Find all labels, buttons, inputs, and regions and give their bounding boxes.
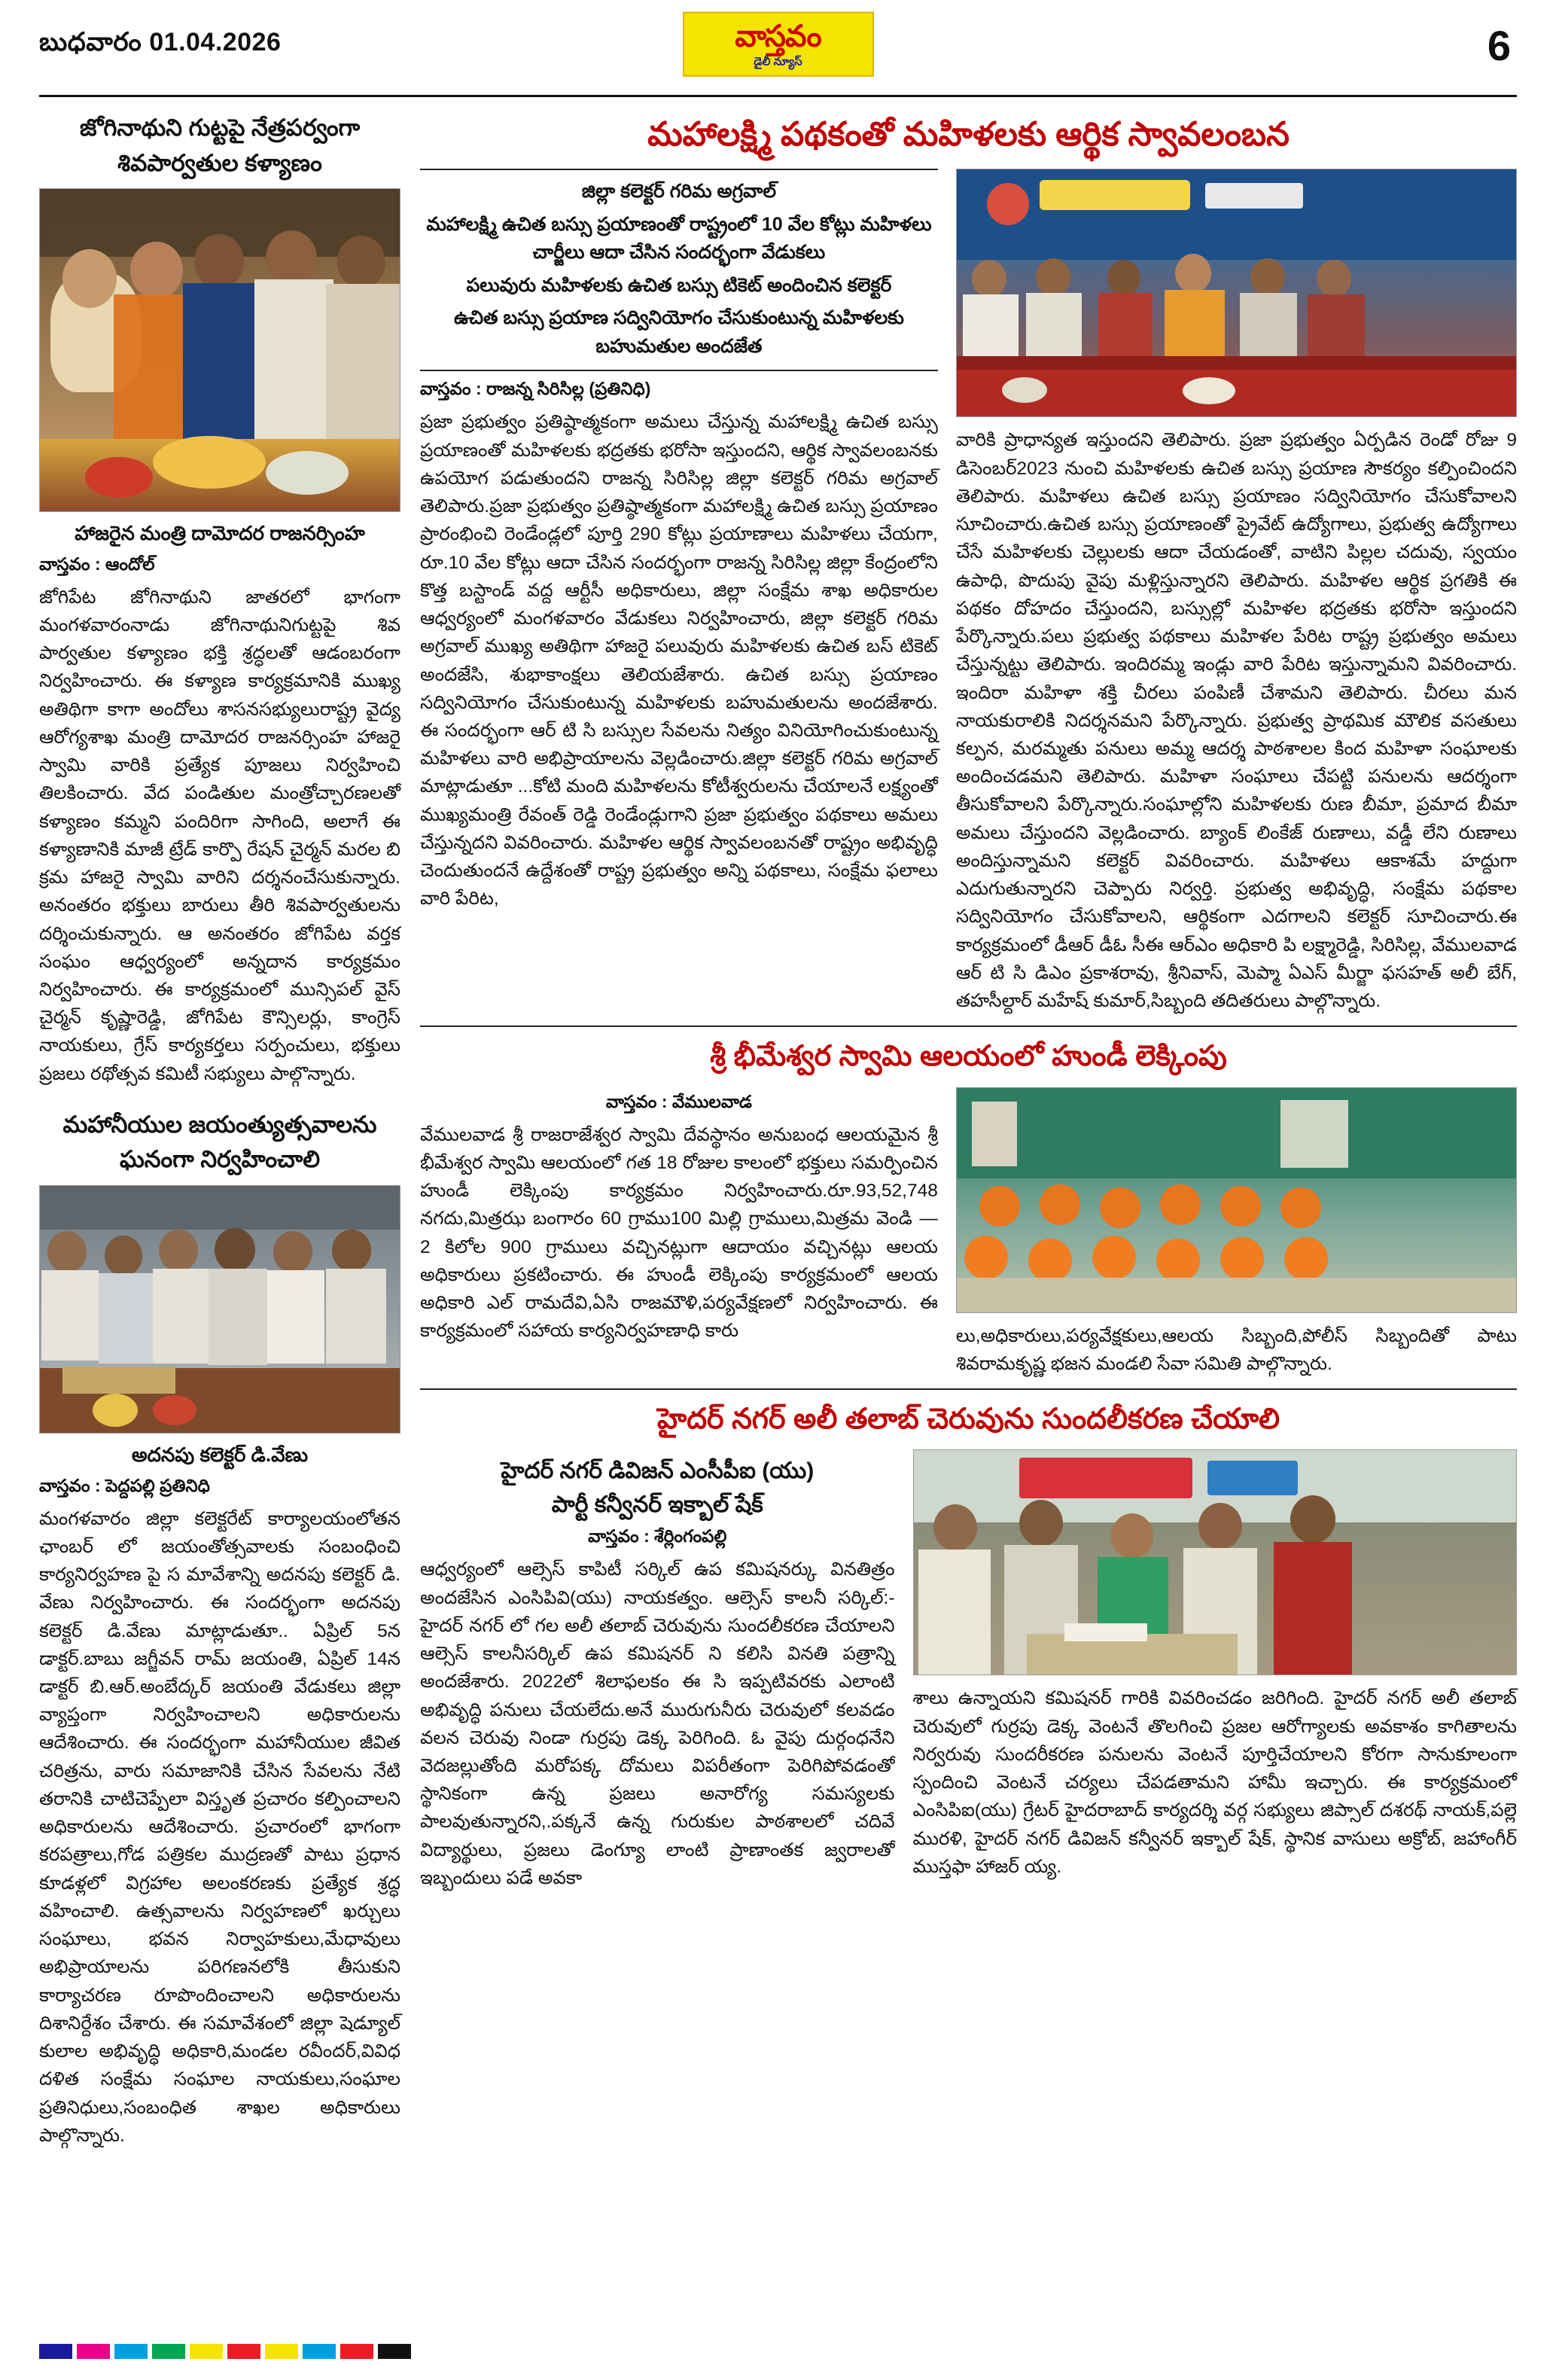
right-section — [420, 111, 1517, 2273]
lake-story-body-right: శాలు ఉన్నాయని కమిషనర్ గారికి వివరించడం జరిగింది. హైదర్ నగర్ అలీ తలాబ్ చెరువులో గుర్రపు డెక్క వెంటనే తొలగించి ప్రజల ఆరోగ్యాలకు అవకాశం కాగితాలను నిర్వరువు సుందరీకరణ పనులను వెంటనే పూర్తిచేయాలని కోరగా సానుకూలంగా స్పందించి వెంటనే చర్యలు చేపడతామని హామీ ఇచ్చారు. ఈ కార్యక్రమంలో ఎంసిపిఐ(యు) గ్రేటర్ హైదరాబాద్ కార్యదర్శి వర్గ సభ్యులు జిప్సాల్ దశరథ్ నాయక్,పల్లె మురళి, హైదర్ నగర్ డివిజన్ కన్వీనర్ ఇక్బాల్ షేక్, స్థానిక వాసులు అక్రోబ్, జహాంగీర్ ముస్తఫా హాజర్ య్య. — [912, 1688, 1517, 1877]
lake-story-body-left: ఆధ్వర్యంలో ఆల్సెస్ కాపిటీ సర్కిల్ ఉప కమిషనర్కు వినతిత్రం అందజేసిన ఎంసిపివి(యు) నాయకత్వం. ఆల్సెస్ కాలనీ సర్కిల్:- హైదర్ నగర్ లో గల అలీ తలాబ్ చెరువును సుందలీకరణ చేయాలని ఆల్సెస్ కాలనీసర్కిల్ ఉప కమిషనర్ ని కలిసి వినతి పత్రాన్ని అందజేశారు. 2022లో శిలాఫలకం ఈ సి ఇప్పటివరకు ఎలాంటి అభివృద్ధి పనులు చేయలేదు.అనే మురుగునీరు చెరువులో కలవడం వలన చెరువు నిండా గుర్రపు డెక్క పెరిగింది. ఓ వైపు దుర్గంధనేని వెదజల్లుతోంది మరోపక్క దోమలు విపరీతంగా పెరిగిపోవడంతో స్థానికంగా ఉన్న ప్రజలు అనారోగ్య సమస్యలకు పాలవుతున్నారని,.పక్కనే ఉన్న గురుకుల పాఠశాలలో చదివే విద్యార్థులు, ప్రజలు డెంగ్యూ లాంటి ప్రాణాంతక జ్వరాలతో ఇబ్బందులు పడే అవకా — [420, 1559, 895, 1888]
color-swatch — [114, 2344, 148, 2359]
story2-headline — [39, 1108, 400, 1178]
lake-story-headline: హైదర్ నగర్ అలీ తలాబ్ చెరువును సుందలీకరణ చేయాలి — [656, 1403, 1280, 1436]
main-story-lead-box — [420, 169, 938, 371]
story2-headline-line2: ఘనంగా నిర్వహించాలి — [119, 1146, 321, 1173]
main-story-headline: మహాలక్ష్మి పథకంతో మహిళలకు ఆర్థిక స్వావలంబన — [647, 116, 1290, 153]
main-story-body-col1: ప్రజా ప్రభుత్వం ప్రతిష్ఠాత్మకంగా అమలు చేస్తున్న మహాలక్ష్మి ఉచిత బస్సు ప్రయాణంతో మహిళలకు భద్రతకు భరోసా ఇస్తుందని, ఆర్థిక స్వావలంబనకు ఉపయోగ పడుతుందని రాజన్న సిరిసిల్ల జిల్లా కలెక్టర్ గరిమ అగ్రవాల్ తెలిపారు.ప్రజా ప్రభుత్వం ప్రతిష్ఠాత్మకంగా మహాలక్ష్మి ఉచిత బస్సు ప్రయాణం ప్రారంభించి రెండేండ్లలో పూర్తి 290 కోట్లు ప్రయాణాలు మహిళలు చేయగా, రూ.10 వేల కోట్లు ఆదా చేసిన సందర్భంగా రాజన్న సిరిసిల్ల జిల్లా కేంద్రంలోని కొత్త బస్టాండ్ వద్ద ఆర్టీసీ అధికారులు, జిల్లా సంక్షేమ శాఖ అధికారుల ఆధ్వర్యంలో మంగళవారం వేడుకలు నిర్వహించారు, జిల్లా కలెక్టర్ గరిమ అగ్రవాల్ ముఖ్య అతిథిగా హాజరై పలువురు మహిళలకు ఉచిత బస్ టికెట్ అందజేసి, శుభాకాంక్షలు తెలియజేశారు. ఉచిత బస్సు ప్రయాణం సద్వినియోగం చేసుకుంటున్న మహిళలకు బహుమతులను అందజేశారు. ఈ సందర్భంగా ఆర్ టి సి బస్సుల సేవలను నిత్యం వినియోగించుకుంటున్న మహిళలు వారి అభిప్రాయాలను వెల్లడించారు.జిల్లా కలెక్టర్ గరిమ అగ్రవాల్ మాట్లాడుతూ ...కోటి మంది మహిళలను కోటీశ్వరులను చేయాలనే లక్ష్యంతో ముఖ్యమంత్రి రేవంత్ రెడ్డి రెండేండ్లుగాని ప్రజా ప్రభుత్వం పథకాలు అమలు చేస్తున్నదని వివరించారు. మహిళల ఆర్థిక స్వావలంబనతో రాష్ట్రం అభివృద్ధి చెందుతుందనే ఉద్దేశంతో రాష్ట్ర ప్రభుత్వం అన్ని పథకాలు, సంక్షేమ ఫలాలు వారి పేరిట, — [420, 412, 938, 910]
lead-line-1: జిల్లా కలెక్టర్ గరిమ అగ్రవాల్ — [581, 181, 777, 203]
color-swatch — [303, 2344, 336, 2359]
story1-body: జోగిపేట జోగినాథుని జాతరలో భాగంగా మంగళవారంనాడు జోగినాథునిగుట్టపై శివ పార్వతుల కళ్యాణం భక్తి శ్రద్ధలతో ఆడంబరంగా నిర్వహించారు. ఈ కళ్యాణ కార్యక్రమానికి ముఖ్య అతిథిగా కాగా అందోలు శాసనసభ్యులురాష్ట్ర వైద్య ఆరోగ్యశాఖ మంత్రి దామోదర రాజనర్సింహ హాజరై స్వామి వారికి ప్రత్యేక పూజలు నిర్వహించి తిలకించారు. వేద పండితుల మంత్రోచ్చారణలతో కళ్యాణం కమ్మని పందిరిగా సాగింది, అలాగే ఈ కళ్యాణానికి మాజీ ట్రేడ్ కార్పొ రేషన్ చైర్మన్ మరల బి క్రమ హాజరై స్వామి వారిని దర్శనంచేసుకున్నారు. అనంతరం భక్తులు బారులు తీరి శివపార్వతులను దర్శించుకున్నారు. ఆ అనంతరం జోగిపేట వర్తక సంఘం ఆధ్వర్యంలో అన్నదాన కార్యక్రమం నిర్వహించారు. ఈ కార్యక్రమంలో మున్సిపల్ వైస్ చైర్మన్ కృష్ణారెడ్డి, జోగిపేట కౌన్సిలర్లు, కాంగ్రెస్ నాయకులు, గ్రేస్ కార్యకర్తలు సర్పంచులు, భక్తులు ప్రజలు రథోత్సవ కమిటీ సభ్యులు పాల్గొన్నారు. — [39, 587, 400, 1084]
page-number: 6 — [1487, 21, 1511, 69]
color-swatch — [77, 2344, 110, 2359]
lake-story-byline: వాస్తవం : శేర్లింగంపల్లి — [588, 1526, 727, 1547]
color-swatch — [340, 2344, 373, 2359]
lead-line-2: మహాలక్ష్మి ఉచిత బస్సు ప్రయాణంతో రాష్ట్రంలో 10 వేల కోట్లు మహిళలు చార్జీలు ఆదా చేసిన సందర్భంగా వేడుకలు — [426, 213, 932, 264]
color-swatch — [152, 2344, 185, 2359]
main-story-byline: వాస్తవం : రాజన్న సిరిసిల్ల (ప్రతినిధి) — [420, 379, 651, 399]
temple-story-byline: వాస్తవం : వేములవాడ — [605, 1091, 752, 1111]
temple-story-body: వేములవాడ శ్రీ రాజరాజేశ్వర స్వామి దేవస్థానం అనుబంధ ఆలయమైన శ్రీ భీమేశ్వర స్వామి ఆలయంలో గత 18 రోజుల కాలంలో భక్తులు సమర్పించిన హుండీ లెక్కింపు కార్యక్రమం నిర్వహించారు.రూ.93,52,748 నగదు,మిత్రఝ బంగారం 60 గ్రాము100 మిల్లి గ్రాములు,మిత్రమ వెండి — 2 కిలోల 900 గ్రాములు వచ్చినట్లుగా ఆదాయం వచ్చినట్లు ఆలయ అధికారులు ప్రకటించారు. ఈ హుండీ లెక్కింపు కార్యక్రమంలో ఆలయ అధికారి ఎల్ రామదేవి,ఏసి రాజమౌళి,పర్యవేక్షణలో నిర్వహించారు. ఈ కార్యక్రమంలో సహాయ కార్యనిర్వహణాధి కారు — [420, 1124, 938, 1342]
lake-story-subhead — [420, 1454, 895, 1522]
temple-story-body-right: లు,అధికారులు,పర్యవేక్షకులు,ఆలయ సిబ్బంది,పోలీస్ సిబ్బందితో పాటు శివరామకృష్ణ భజన మండలి సేవా సమితి పాల్గొన్నారు. — [955, 1325, 1517, 1374]
lead-line-3: పలువురు మహిళలకు ఉచిత బస్సు టికెట్ అందించిన కలెక్టర్ — [466, 274, 892, 296]
color-swatch — [227, 2344, 260, 2359]
main-story-body-col2: వారికి ప్రాధాన్యత ఇస్తుందని తెలిపారు. ప్రజా ప్రభుత్వం ఏర్పడిన రెండో రోజు 9 డిసెంబర్2023 నుంచి మహిళలకు ఉచిత బస్సు ప్రయాణ సౌకర్యం కల్పించిందని తెలిపారు. మహిళలు ఉచిత బస్సు ప్రయాణం సద్వినియోగం చేసుకోవాలని సూచించారు.ఉచిత బస్సు ప్రయాణంతో ప్రైవేట్ ఉద్యోగాలు, ప్రభుత్వ ఉద్యోగాలు చేసే మహిళలకు చెల్లులకు ఆదా చేయడంతో, వాటిని పిల్లల చదువు, స్వయం ఉపాధి, పొదుపు వైపు మళ్లిస్తున్నారని తెలిపారు. మహిళల ఆర్థిక ప్రగతికి ఈ పథకం దోహదం చేస్తుందని, బస్సుల్లో మహిళల భద్రతకు భరోసా ఇస్తుందని పేర్కొన్నారు.పలు ప్రభుత్వ పథకాలు మహిళల పేరిట రాష్ట్ర ప్రభుత్వం అమలు చేస్తున్నట్టు తెలిపారు. ఇందిరమ్మ ఇండ్లు వారి పేరిట ఇస్తున్నామని వివరించారు. ఇందిరా మహిళా శక్తి చీరలు పంపిణీ చేశామని తెలిపారు. చీరలు మన నాయకురాలికి నిదర్శనమని పేర్కొన్నారు. ప్రభుత్వ ప్రాథమిక మౌలిక వసతులు కల్పన, మరమ్మతు పనులు అమ్మ ఆదర్శ పాఠశాలల కింద మహిళా సంఘాలకు అందించడమని తెలిపారు. మహిళా సంఘాలు చేపట్టి పనులను ఆదర్శంగా తీసుకోవాలని పేర్కొన్నారు.సంఘాల్లోని మహిళలకు రుణ బీమా, ప్రమాద బీమా అమలు చేస్తుందని వెల్లడించారు. బ్యాంక్ లింకేజ్ రుణాలు, వడ్డీ లేని రుణాలు అందిస్తున్నామని కలెక్టర్ వివరించారు. మహిళలు ఆకాశమే హద్దుగా ఎదుగుతున్నారని చెప్పారు నిర్వర్తి. ప్రభుత్వ అభివృద్ధి, సంక్షేమ పథకాల సద్వినియోగం చేసుకోవాలని, ఆర్థికంగా ఎదగాలని కలెక్టర్ సూచించారు.ఈ కార్యక్రమంలో డీఆర్ డీఓ సీఈ ఆర్ఎం అధికారి పి లక్ష్మారెడ్డి, సిరిసిల్ల, వేములవాడ ఆర్ టి సి డిఎం ప్రకాశరావు, శ్రీనివాస్, మెప్మా ఏఎస్ మీర్జా ఫసహత్ అలీ బేగ్, తహసీల్దార్ మహేష్ కుమార్,సిబ్బంది తదితరులు పాల్గొన్నారు. — [955, 430, 1517, 1012]
story1-photo-caption: హాజరైన మంత్రి దామోదర రాజనర్సింహ — [75, 522, 365, 544]
story2-byline: వాస్తవం : పెద్దపల్లి ప్రతినిధి — [39, 1475, 210, 1495]
temple-wedding-ceremony-photo — [39, 188, 400, 512]
newspaper-logo — [683, 12, 874, 77]
story1-headline-line2: శివపార్వతుల కళ్యాణం — [117, 149, 322, 176]
masthead — [39, 0, 1517, 97]
hundi-counting-temple-photo — [956, 1087, 1517, 1313]
story1-headline-line1: జోగినాథుని గుట్టపై నేత్రపర్వంగా — [79, 114, 361, 141]
color-swatch — [265, 2344, 298, 2359]
publication-date: బుధవారం 01.04.2026 — [39, 27, 282, 56]
logo-sub-text: డైలీ న్యూస్ — [754, 55, 802, 69]
lake-subhead-line2: పార్టీ కన్వీనర్ ఇక్బాల్ షేక్ — [551, 1492, 763, 1518]
mahalakshmi-scheme-event-photo — [956, 169, 1517, 417]
color-swatch — [378, 2344, 411, 2359]
collector-meeting-photo — [39, 1185, 400, 1434]
left-column — [39, 111, 400, 2273]
story2-photo-caption: అదనపు కలెక్టర్ డి.వేణు — [131, 1443, 309, 1466]
lead-line-4: ఉచిత బస్సు ప్రయాణ సద్వినియోగం చేసుకుంటున్న మహిళలకు బహుమతుల అందజేత — [453, 307, 904, 357]
temple-story-headline: శ్రీ భీమేశ్వర స్వామి ఆలయంలో హుండీ లెక్కింపు — [710, 1041, 1227, 1073]
page-content — [39, 97, 1517, 2273]
color-swatch — [39, 2344, 72, 2359]
story1-headline — [39, 111, 400, 181]
story1-byline: వాస్తవం : ఆందోల్ — [39, 553, 155, 574]
lake-subhead-line1: హైదర్ నగర్ డివిజన్ ఎంసీపీఐ (యు) — [501, 1458, 815, 1484]
logo-main-text: వాస్తవం — [735, 20, 821, 53]
color-calibration-bar — [39, 2344, 411, 2359]
story2-body: మంగళవారం జిల్లా కలెక్టరేట్ కార్యాలయంలోతన ఛాంబర్ లో జయంతోత్సవాలకు సంబంధించి కార్యనిర్వహణ పై స మావేశాన్ని అదనపు కలెక్టర్ డి. వేణు నిర్వహించారు. ఈ సందర్భంగా అదనపు కలెక్టర్ డి.వేణు మాట్లాడుతూ.. ఏప్రిల్ 5న డాక్టర్.బాబు జగ్జీవన్ రామ్ జయంతి, ఏప్రిల్ 14న డాక్టర్ బి.ఆర్.అంబేద్కర్ జయంతి వేడుకలు జిల్లా వ్యాప్తంగా నిర్వహించాలని అధికారులను ఆదేశించారు. ఈ సందర్భంగా మహానీయుల జీవిత చరిత్రను, వారు సమాజానికి చేసిన సేవలను నేటి తరానికి చాటిచెప్పేలా విస్తృత ప్రచారం కల్పించాలని అధికారులను ఆదేశించారు. ప్రచారంలో భాగంగా కరపత్రాలు,గోడ పత్రికల ముద్రణతో పాటు ప్రధాన కూడళ్లలో విగ్రహాల అలంకరణకు ప్రత్యేక శ్రద్ధ వహించాలి. ఉత్సవాలను నిర్వహణలో ఖర్చులు సంఘాలు, భవన నిర్వాహకులు,మేధావులు అభిప్రాయాలను పరిగణనలోకి తీసుకుని కార్యాచరణ రూపొందించాలని అధికారులను దిశానిర్దేశం చేశారు. ఈ సమావేశంలో జిల్లా షెడ్యూల్ కులాల అభివృద్ధి అధికారి,మండల రవీందర్,వివిధ దళిత సంక్షేమ సంఘాల నాయకులు,సంఘాల ప్రతినిధులు,సంబంధిత శాఖల అధికారులు పాల్గొన్నారు. — [39, 1508, 400, 2146]
color-swatch — [190, 2344, 223, 2359]
story2-headline-line1: మహానీయుల జయంత్యుత్సవాలను — [62, 1111, 377, 1138]
petition-submission-photo — [913, 1449, 1517, 1675]
